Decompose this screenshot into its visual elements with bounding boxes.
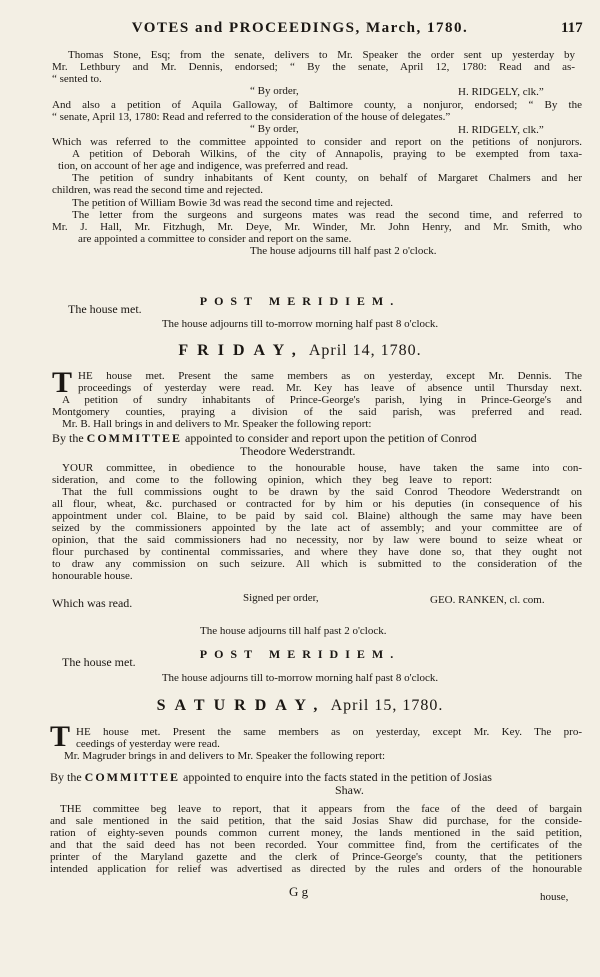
signature-mark: G g	[289, 884, 309, 899]
day-heading-friday	[0, 342, 600, 360]
text-line: “ senate, April 13, 1780: Read and referred to the consideration of the house of delegates.”	[52, 111, 451, 123]
committee-heading	[52, 432, 477, 444]
text-line: And also a petition of Aquila Galloway, of Baltimore county, a nonjuror, endorsed; “ By the	[52, 99, 582, 111]
committee-subject: Theodore Wederstrandt.	[240, 444, 356, 458]
day-date: April 14, 1780.	[308, 342, 422, 359]
text-line: The petition of sundry inhabitants of Kent county, on behalf of Margaret Chalmers and her	[72, 172, 582, 184]
committee-clerk-signature: GEO. RANKEN, cl. com.	[430, 594, 545, 606]
adjourn-note: The house adjourns till half past 2 o'clock.	[200, 625, 387, 637]
text-line: “ sented to.	[52, 73, 102, 85]
by-order: “ By order,	[250, 85, 299, 97]
page-number: 117	[561, 20, 583, 36]
committee-subject: Shaw.	[335, 783, 364, 797]
post-meridiem-heading: POST MERIDIEM.	[199, 294, 401, 308]
text-line: HE house met. Present the same members as on yesterday, except Mr. Dennis. The	[78, 370, 582, 382]
text-line: A petition of Deborah Wilkins, of the city of Annapolis, praying to be exempted from taxa-	[72, 148, 582, 160]
report-line: ration of eighty-seven pounds common current money, the lands mentioned in the said petition,	[50, 827, 582, 839]
report-line: YOUR committee, in obedience to the honourable house, have taken the same into con-	[62, 462, 582, 474]
text-line: Thomas Stone, Esq; from the senate, delivers to Mr. Speaker the order sent up yesterday by	[68, 49, 575, 61]
adjourn-note: The house adjourns till to-morrow morning half past 8 o'clock.	[161, 318, 439, 330]
text-line: Which was referred to the committee appointed to consider and report on the petitions of nonjurors.	[52, 136, 582, 148]
report-line: intended application for relief was advertised as directed by the rules and orders of the honourable	[50, 863, 582, 875]
text-line: proceedings of yesterday were read. Mr. Key has leave of absence until Thursday next.	[78, 382, 582, 394]
report-line: all flour, wheat, &c. purchased or contracted for by him or his deputies (in consequence of his	[52, 498, 582, 510]
signed-per-order: Signed per order,	[243, 592, 319, 604]
committee-heading	[50, 771, 492, 783]
day-name: SATURDAY,	[156, 697, 327, 714]
report-line: and that the said deed has not been recorded. Your committee find, from the certificates of the	[50, 839, 582, 851]
text-line: The letter from the surgeons and surgeons mates was read the second time, and referred to	[72, 209, 582, 221]
adjourn-note: The house adjourns till to-morrow morning half past 8 o'clock.	[161, 672, 439, 684]
report-line: appointment under col. Blaine, to be paid by said col. Blaine) although the same may have been	[52, 510, 582, 522]
report-line: THE committee beg leave to report, that it appears from the face of the deed of bargain	[60, 803, 582, 815]
committee-prefix: By the	[50, 770, 82, 784]
clerk-signature: H. RIDGELY, clk.”	[458, 86, 544, 98]
by-order: “ By order,	[250, 123, 299, 135]
house-met: The house met.	[68, 302, 142, 316]
text-line: The petition of William Bowie 3d was read the second time and rejected.	[72, 197, 394, 209]
committee-word: COMMITTEE	[84, 770, 181, 784]
report-line: to draw any commission on such seizure. All which is submitted to the consideration of the	[52, 558, 582, 570]
report-line: and sale mentioned in the said petition, that the said Josias Shaw did purchase, for the conside-	[50, 815, 582, 827]
committee-rest: appointed to consider and report upon the petition of Conrod	[185, 431, 477, 445]
adjourn-note: The house adjourns till half past 2 o'clock.	[250, 245, 437, 257]
house-met: The house met.	[62, 655, 136, 669]
text-line: children, was read the second time and rejected.	[52, 184, 264, 196]
committee-prefix: By the	[52, 431, 84, 445]
text-line: HE house met. Present the same members as on yesterday, except Mr. Key. The pro-	[76, 726, 582, 738]
text-line: A petition of sundry inhabitants of Prince-George's parish, lying in Prince-George's and	[62, 394, 582, 406]
report-line: seized by the commissioners appointed by the late act of assembly; and your committee are of	[52, 522, 582, 534]
report-line: honourable house.	[52, 570, 133, 582]
which-was-read: Which was read.	[52, 596, 133, 610]
text-line: Mr. B. Hall brings in and delivers to Mr. Speaker the following report:	[62, 418, 372, 430]
drop-cap: T	[52, 366, 73, 399]
committee-word: COMMITTEE	[86, 431, 183, 445]
post-meridiem-heading: POST MERIDIEM.	[199, 647, 401, 661]
text-line: ceedings of yesterday were read.	[76, 738, 220, 750]
report-line: flour purchased by continental commissaries, and where they have done so, that they ought not	[52, 546, 582, 558]
text-line: Mr. Magruder brings in and delivers to Mr. Speaker the following report:	[64, 750, 386, 762]
day-name: FRIDAY,	[178, 342, 305, 359]
day-date: April 15, 1780.	[330, 697, 444, 714]
clerk-signature: H. RIDGELY, clk.”	[458, 124, 544, 136]
committee-rest: appointed to enquire into the facts stated in the petition of Josias	[183, 770, 492, 784]
day-heading-saturday	[0, 697, 600, 715]
catchword: house,	[540, 891, 569, 903]
report-line: That the full commissions ought to be drawn by the said Conrod Theodore Wederstrandt on	[62, 486, 582, 498]
report-line: printer of the Maryland gazette and the clerk of Prince-George's county, that the petitioners	[50, 851, 582, 863]
text-line: Montgomery counties, praying a division of the said parish, was preferred and read.	[52, 406, 582, 418]
report-line: opinion, that the said commissioners had no necessity, nor by law were bound to seize wheat or	[52, 534, 582, 546]
text-line: tion, on account of her age and indigence, was preferred and read.	[58, 160, 349, 172]
report-line: sideration, and come to the following opinion, which they beg leave to report:	[52, 474, 492, 486]
text-line: Mr. Lethbury and Mr. Dennis, endorsed; “ By the senate, April 12, 1780: Read and as-	[52, 61, 575, 73]
text-line: Mr. J. Hall, Mr. Fitzhugh, Mr. Deye, Mr. Winder, Mr. John Henry, and Mr. Smith, who	[52, 221, 582, 233]
page-header-title: VOTES and PROCEEDINGS, March, 1780.	[131, 20, 469, 36]
drop-cap: T	[50, 720, 71, 753]
text-line: are appointed a committee to consider and report on the same.	[78, 233, 352, 245]
